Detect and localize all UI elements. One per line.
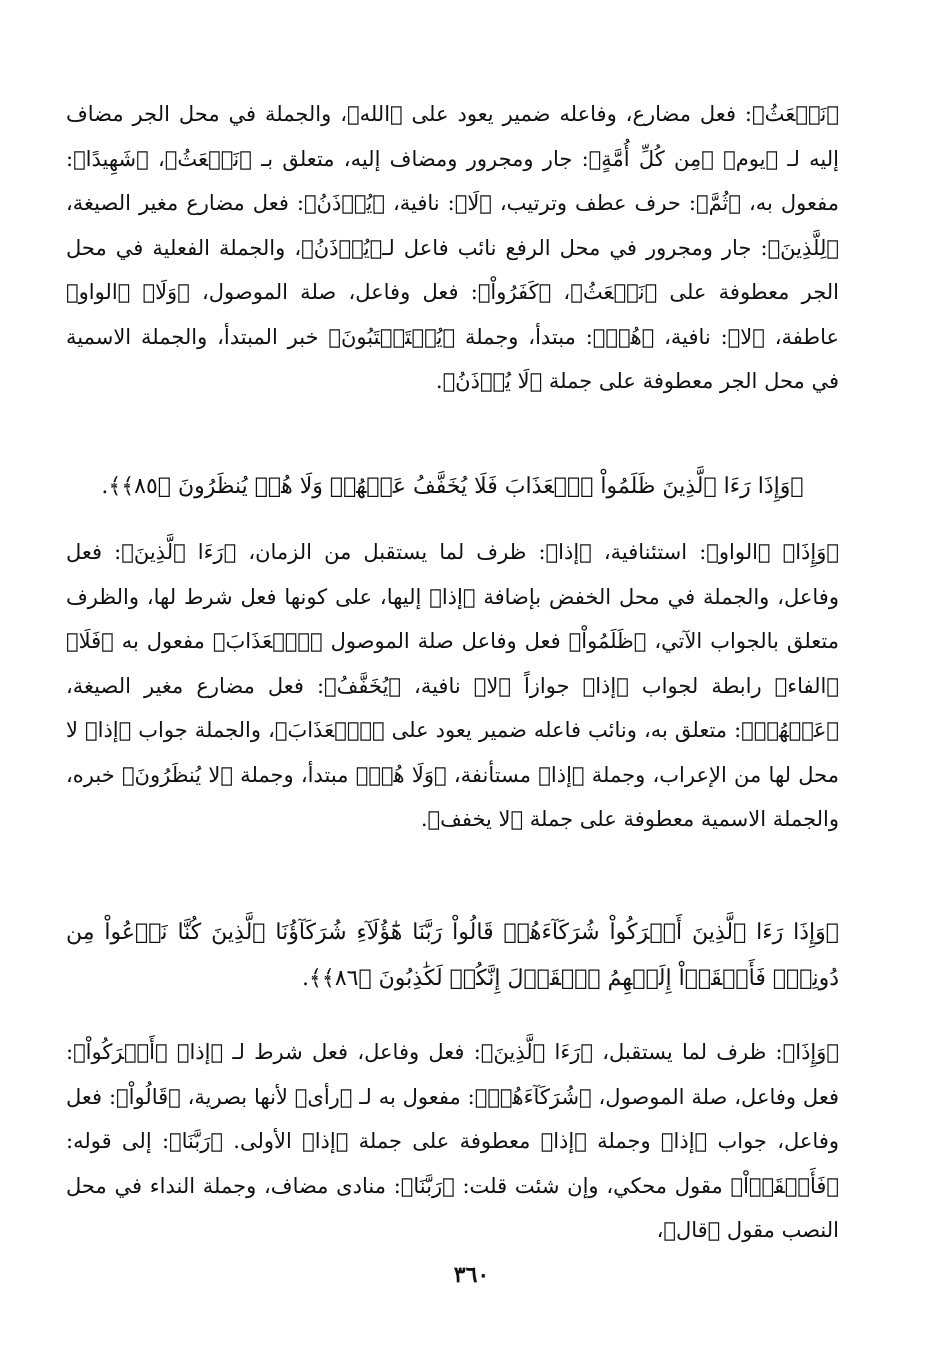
quran-verse-86: ﴿وَإِذَا رَءَا ٱلَّذِينَ أَشۡرَكُواْ شُرَكَآءَهُمۡ قَالُواْ رَبَّنَا هَٰٓؤُلَآءِ شُرَكَآؤُنَا ٱلَّذِينَ كُنَّا نَدۡعُواْ مِن دُونِكَۖ فَأَلۡقَوۡاْ إِلَيۡهِمُ ٱلۡقَوۡلَ إِنَّكُمۡ لَكَٰذِبُونَ ﴿٨٦﴾﴾. — [66, 920, 839, 991]
paragraph-grammar-analysis-3: ﴿وَإِذَا﴾: ظرف لما يستقبل، ﴿رَءَا ٱلَّذِينَ﴾: فعل وفاعل، فعل شرط لـ ﴿إذا﴾ ﴿أَشۡرَكُواْ﴾: فعل وفاعل، صلة الموصول، ﴿شُرَكَآءَهُمۡ﴾: مفعول به لـ ﴿رأى﴾ لأنها بصرية، ﴿قَالُواْ﴾: فعل وفاعل، جواب ﴿إذا﴾ وجملة ﴿إذا﴾ معطوفة على جملة ﴿إذا﴾ الأولى. ﴿رَبَّنَا﴾: إلى قوله: ﴿فَأَلۡقَوۡاْ﴾ مقول محكي، وإن شئت قلت: ﴿رَبَّنَا﴾: منادى مضاف، وجملة النداء في محل النصب مقول ﴿قال﴾، — [66, 1040, 839, 1242]
paragraph-grammar-analysis-1: ﴿نَبۡعَثُ﴾: فعل مضارع، وفاعله ضمير يعود على ﴿الله﴾، والجملة في محل الجر مضاف إليه لـ ﴿يوم﴾ ﴿مِن كُلِّ أُمَّةٍ﴾: جار ومجرور ومضاف إليه، متعلق بـ ﴿نَبۡعَثُ﴾، ﴿شَهِيدًا﴾: مفعول به، ﴿ثُمَّ﴾: حرف عطف وترتيب، ﴿لَا﴾: نافية، ﴿يُؤۡذَنُ﴾: فعل مضارع مغير الصيغة، ﴿لِلَّذِينَ﴾: جار ومجرور في محل الرفع نائب فاعل لـ﴿يُؤۡذَنُ﴾، والجملة الفعلية في محل الجر معطوفة على ﴿نَبۡعَثُ﴾، ﴿كَفَرُواْ﴾: فعل وفاعل، صلة الموصول، ﴿وَلَا﴾ ﴿الواو﴾ عاطفة، ﴿لا﴾: نافية، ﴿هُمۡ﴾: مبتدأ، وجملة ﴿يُسۡتَعۡتَبُونَ﴾ خبر المبتدأ، والجملة الاسمية في محل الجر معطوفة على جملة ﴿لَا يُؤۡذَنُ﴾. — [66, 102, 839, 393]
quran-verse-85: ﴿وَإِذَا رَءَا ٱلَّذِينَ ظَلَمُواْ ٱلۡعَذَابَ فَلَا يُخَفَّفُ عَنۡهُمۡ وَلَا هُمۡ يُنظَرُونَ ﴿٨٥﴾﴾. — [101, 474, 804, 499]
page-number: ٣٦٠ — [453, 1262, 490, 1288]
paragraph-grammar-analysis-2: ﴿وَإِذَا﴾ ﴿الواو﴾: استئنافية، ﴿إذا﴾: ظرف لما يستقبل من الزمان، ﴿رَءَا ٱلَّذِينَ﴾: فعل وفاعل، والجملة في محل الخفض بإضافة ﴿إذا﴾ إليها، على كونها فعل شرط لها، والظرف متعلق بالجواب الآتي، ﴿ظَلَمُواْ﴾ فعل وفاعل صلة الموصول ﴿ٱلۡعَذَابَ﴾ مفعول به ﴿فَلَا﴾ ﴿الفاء﴾ رابطة لجواب ﴿إذا﴾ جوازاً ﴿لا﴾ نافية، ﴿يُخَفَّفُ﴾: فعل مضارع مغير الصيغة، ﴿عَنۡهُمۡ﴾: متعلق به، ونائب فاعله ضمير يعود على ﴿ٱلۡعَذَابَ﴾، والجملة جواب ﴿إذا﴾ لا محل لها من الإعراب، وجملة ﴿إذا﴾ مستأنفة، ﴿وَلَا هُمۡ﴾ مبتدأ، وجملة ﴿لا يُنظَرُونَ﴾ خبره، والجملة الاسمية معطوفة على جملة ﴿لا يخفف﴾. — [66, 540, 839, 831]
